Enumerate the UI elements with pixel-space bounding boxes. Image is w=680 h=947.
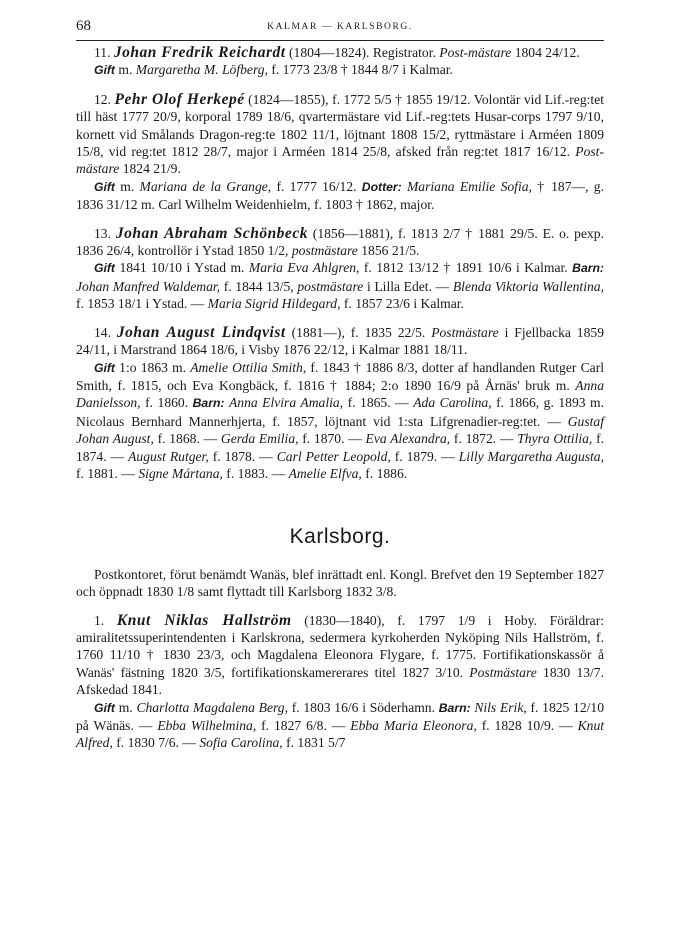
spouse-name: Amelie Ottilia Smith, bbox=[190, 359, 307, 375]
child-text: f. 1868. — bbox=[157, 431, 218, 447]
child-text: f. 1853 18/1 i Ystad. — bbox=[76, 296, 205, 312]
spouse-name: Maria Eva Ahlgren, bbox=[248, 260, 360, 276]
gift-rest: f. 1773 23/8 † 1844 8/7 i Kalmar. bbox=[271, 62, 453, 78]
section-title: Karlsborg. bbox=[289, 525, 391, 549]
child-name: Maria Sigrid Hildegard, bbox=[207, 296, 341, 312]
page-body bbox=[76, 44, 604, 752]
gift-text: m. bbox=[118, 62, 133, 78]
child-name: Eva Alexandra, bbox=[365, 431, 451, 447]
child-text: f. 1825 12/10 på Wänäs. — bbox=[76, 699, 605, 733]
child-name: Ebba Maria Eleonora, bbox=[350, 718, 477, 733]
child-text: f. 1828 10/9. — bbox=[481, 718, 573, 733]
entry-title: Postmästare bbox=[469, 664, 537, 680]
gift-rest: f. 1843 † 1886 8/3, dotter af handlanden Rutger Carl Smith, f. 1815, och Eva Kongbäck, f. 1816 † 1884; 2:o 1890 16/9 på Årnäs' bruk m. bbox=[76, 359, 604, 393]
entry-name: Johan Fredrik Reichardt bbox=[113, 44, 286, 61]
child-name: Mariana Emilie Sofia, bbox=[406, 178, 532, 194]
entry-number: 13. bbox=[94, 225, 111, 241]
entry-title: Post- bbox=[439, 45, 468, 60]
entry-number: 12. bbox=[94, 91, 111, 107]
child-text: f. 1872. — bbox=[453, 431, 514, 447]
spouse-name: Margaretha M. Löfberg, bbox=[135, 62, 268, 78]
child-name: Ebba Wilhelmina, bbox=[157, 718, 257, 733]
entry-14-gift bbox=[76, 359, 604, 483]
spouse-name: Mariana de la Grange, bbox=[139, 178, 272, 194]
entry-number: 11. bbox=[94, 45, 111, 60]
gift-text: 1:o 1863 m. bbox=[119, 359, 187, 375]
entry-12-gift bbox=[76, 178, 604, 214]
gift-rest: f. 1777 16/12. bbox=[276, 178, 357, 194]
entry-title: Post-mästare bbox=[76, 144, 604, 177]
entry-13-gift bbox=[76, 259, 604, 312]
child-text: f. 1870. — bbox=[302, 431, 362, 447]
entry-number: 1. bbox=[94, 612, 105, 628]
child-name: Thyra Ottilia, bbox=[517, 431, 593, 447]
child-name: Sofia Carolina, bbox=[199, 735, 283, 751]
entry-karlsborg-1-gift bbox=[76, 699, 604, 752]
child-name: Gustaf Johan August, bbox=[76, 413, 604, 447]
entry-name: Pehr Olof Herkepé bbox=[114, 90, 245, 108]
entry-13 bbox=[76, 225, 604, 260]
entry-karlsborg-1 bbox=[76, 612, 604, 699]
child-text: † 187—, g. 1836 31/12 m. Carl Wilhelm Weidenhielm, f. 1803 † 1862, major. bbox=[76, 178, 604, 213]
child-text: f. 1831 5/7 bbox=[286, 735, 346, 751]
dotter-label: Dotter: bbox=[361, 179, 402, 194]
spouse-name: Charlotta Magdalena Berg, bbox=[136, 699, 288, 715]
child-name: Lilly Margaretha Augusta, bbox=[458, 448, 605, 464]
child-name: Amelie Elfva, bbox=[288, 465, 362, 481]
child-text: f. 1857 23/6 i Kalmar. bbox=[343, 296, 464, 312]
gift-rest: f. 1803 16/6 i Söderhamn. bbox=[291, 699, 436, 715]
page-header bbox=[76, 18, 604, 41]
section-intro: Postkontoret, förut benämdt Wanäs, blef inrättadt enl. Kongl. Brefvet den 19 September 1827 och öppnadt 1830 1/8 samt flyttadt till Karlsborg 1832 3/8. bbox=[76, 566, 604, 600]
gift-text: m. bbox=[118, 699, 133, 715]
barn-label: Barn: bbox=[438, 700, 471, 715]
barn-label: Barn: bbox=[572, 261, 604, 276]
entry-name: Knut Niklas Hallström bbox=[116, 611, 292, 629]
entry-11 bbox=[76, 44, 604, 61]
entry-dates: (1856—1881), f. 1813 2/7 † 1881 29/5. E. o. pexp. 1836 26/4, kontrollör i Ystad 1850 1/2, bbox=[76, 225, 604, 259]
child-text: f. 1827 6/8. — bbox=[261, 718, 346, 733]
gift-label: Gift bbox=[94, 360, 115, 375]
entry-dates: (1824—1855), f. 1772 5/5 † 1855 19/12. bbox=[248, 91, 471, 107]
child-text: f. 1881. — bbox=[76, 465, 135, 481]
child-name: Anna Elvira Amalia, bbox=[228, 395, 344, 411]
entry-11-gift bbox=[76, 61, 604, 79]
child-name: Ada Carolina, bbox=[413, 395, 492, 411]
entry-date: 1856 21/5. bbox=[361, 243, 420, 259]
entry-dates: (1830—1840), f. 1797 1/9 i Hoby. Föräldrar: amiralitetssuperintendenten i Karlskrona, sedermera kyrkoherden Nyköping Nils Hallström, f. 1760 11/10 † 1830 23/3, och Magdalena Eleonora Flygare, f. 1775. Fortifikationskassör å Wanäs' fästning 1820 3/5, fortifikationskamererares titel 1827 3/10. bbox=[76, 612, 605, 680]
child-text: f. 1866, g. 1893 m. Nicolaus Bernhard Mannerhjerta, f. 1857, löjtnant vid 1:sta Lifgrenadier-reg:tet. — bbox=[76, 395, 605, 429]
child-name: August Rutger, bbox=[128, 448, 209, 464]
child-name: Blenda Viktoria Wallentina, bbox=[452, 278, 604, 294]
page-number: 68 bbox=[76, 18, 91, 34]
running-title: KALMAR — KARLSBORG. bbox=[267, 22, 413, 32]
entry-text: Volontär vid Lif.-reg:tet till häst 1777 20/9, korporal 1789 18/6, qvartermästare vid Lif.-reg:tets Husar-corps 1797 9/10, kornett vid Smålands Dragon-reg:te 1802 11/1, löjtnant 1808 15/2, ryttmästare i Arméen 1809 15/8, vid reg:tet 1812 28/7, major i Arméen 1814 25/8, afsked från reg:tet 1817 16/12. bbox=[76, 91, 604, 160]
child-text: f. 1883. — bbox=[226, 465, 286, 481]
entry-name: Johan Abraham Schönbeck bbox=[115, 224, 308, 242]
entry-date: 1824 21/9. bbox=[122, 161, 181, 177]
entry-dates: (1804—1824). Registrator. bbox=[289, 45, 436, 60]
child-text: i Lilla Edet. — bbox=[366, 278, 450, 294]
barn-label: Barn: bbox=[192, 396, 225, 411]
child-text: f. 1874. — bbox=[76, 431, 604, 464]
child-name: Signe Mártana, bbox=[138, 465, 223, 481]
child-name: Knut Alfred, bbox=[76, 718, 605, 751]
child-name: Johan Manfred Waldemar, bbox=[76, 278, 221, 294]
child-text: f. 1865. — bbox=[347, 395, 409, 411]
child-text: f. 1844 13/5, bbox=[223, 278, 294, 294]
child-name: Nils Erik, bbox=[474, 699, 527, 715]
child-name: Gerda Emilia, bbox=[220, 431, 299, 447]
entry-number: 14. bbox=[94, 324, 111, 340]
entry-dates: (1881—), f. 1835 22/5. bbox=[291, 324, 426, 340]
entry-title: postmästare bbox=[291, 243, 358, 259]
entry-date: 1830 13/7. Afskedad 1841. bbox=[76, 664, 605, 698]
gift-label: Gift bbox=[94, 179, 115, 194]
entry-date: 1804 24/12. bbox=[514, 45, 580, 60]
gift-rest: f. 1812 13/12 † 1891 10/6 i Kalmar. bbox=[363, 260, 568, 276]
entry-name: Johan August Lindqvist bbox=[116, 323, 286, 341]
child-name: Carl Petter Leopold, bbox=[276, 448, 391, 464]
entry-14 bbox=[76, 324, 604, 359]
child-title: postmästare bbox=[297, 278, 364, 294]
gift-rest: f. 1860. bbox=[145, 395, 189, 411]
child-text: f. 1879. — bbox=[394, 448, 455, 464]
gift-text: m. bbox=[120, 178, 135, 194]
spouse-name: Anna Danielsson, bbox=[76, 377, 604, 411]
entry-date: i Fjellbacka 1859 24/11, i Marstrand 1864 18/6, i Visby 1876 22/12, i Kalmar 1881 18/11. bbox=[76, 324, 604, 358]
gift-text: 1841 10/10 i Ystad m. bbox=[119, 260, 245, 276]
entry-12 bbox=[76, 91, 604, 178]
gift-label: Gift bbox=[94, 700, 115, 715]
entry-title: Postmästare bbox=[431, 324, 499, 340]
child-text: f. 1878. — bbox=[212, 448, 273, 464]
gift-label: Gift bbox=[94, 261, 115, 276]
gift-label: Gift bbox=[94, 63, 115, 78]
child-text: f. 1830 7/6. — bbox=[116, 735, 196, 751]
entry-title-cont: mästare bbox=[468, 45, 512, 60]
child-text: f. 1886. bbox=[365, 465, 408, 481]
